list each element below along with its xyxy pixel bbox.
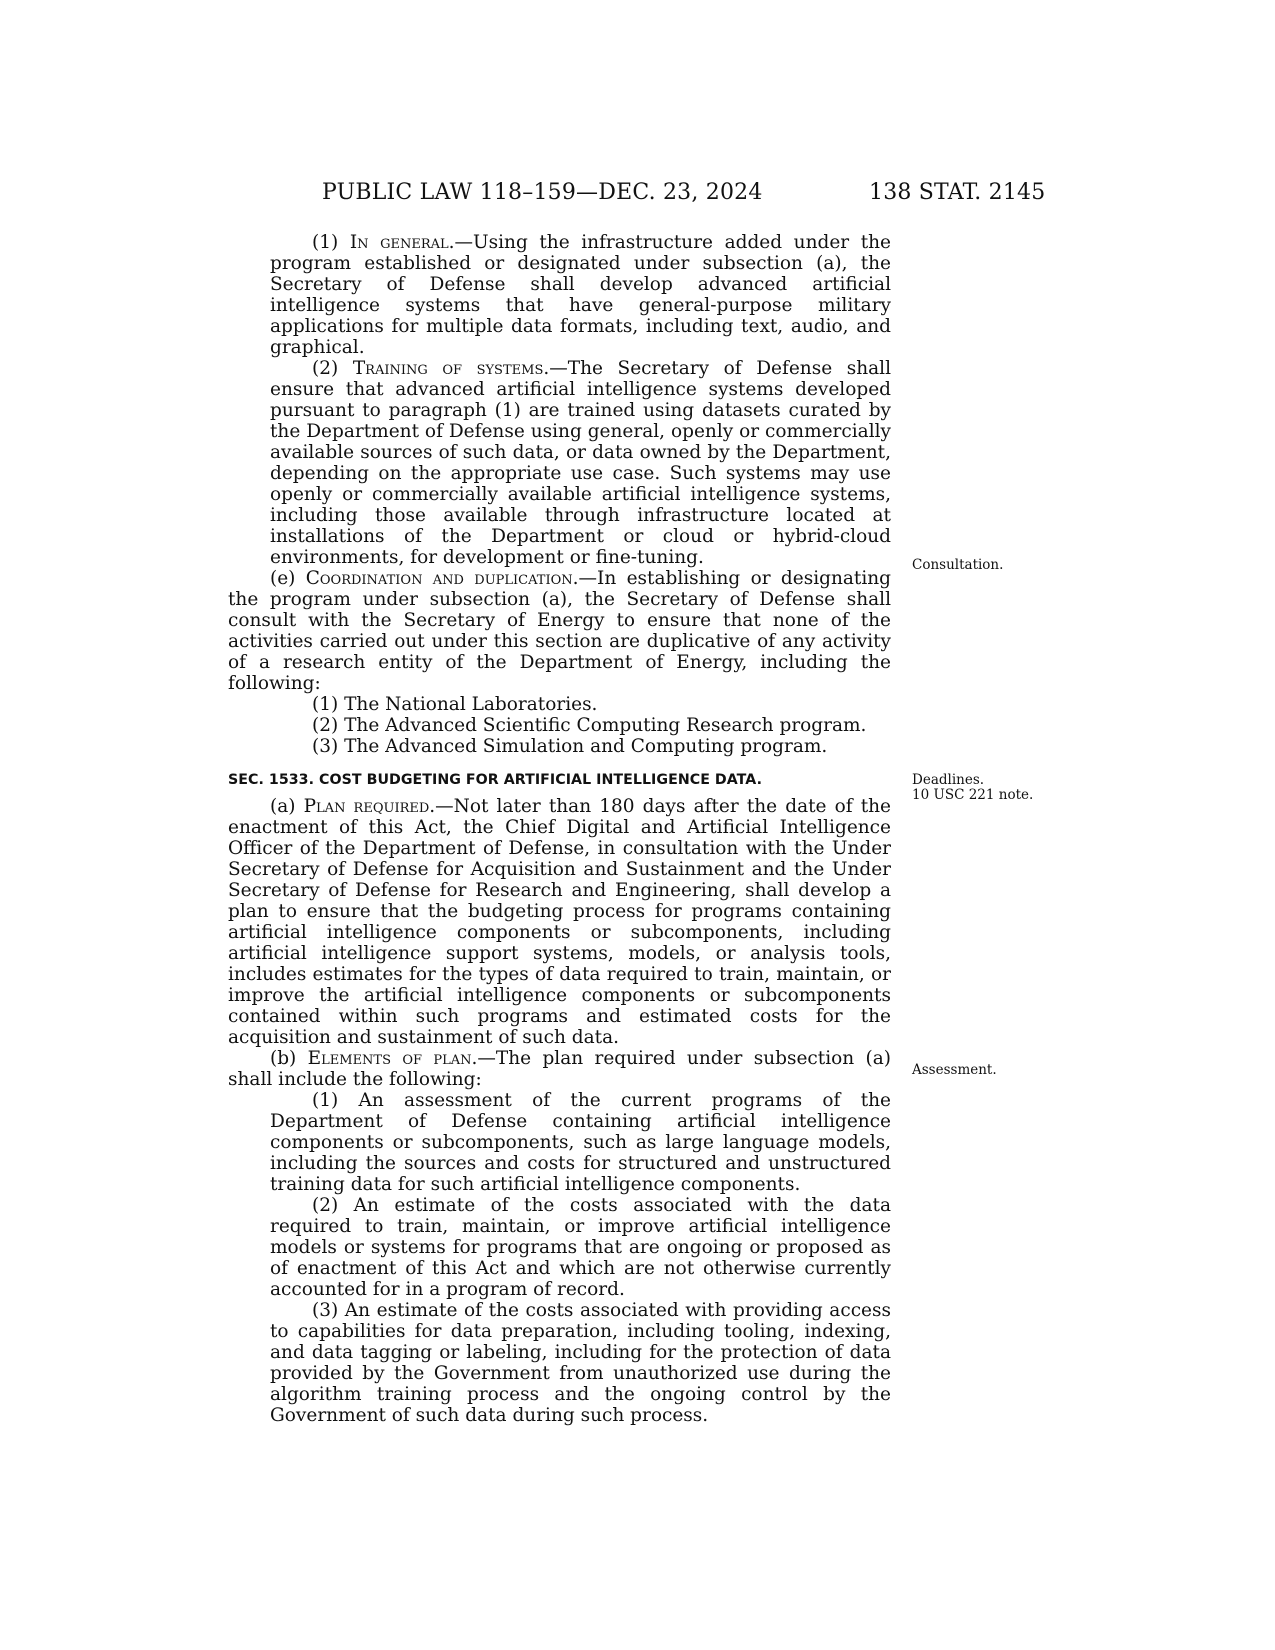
paragraph-b2: (2) An estimate of the costs associated with the data required to train, maintain, or improve artificial intelligence models or systems for programs that are ongoing or proposed as of enactment of this Act and which are not otherwise currently accounted for in a program of record. — [270, 1195, 891, 1300]
paragraph-b3: (3) An estimate of the costs associated with providing access to capabilities for data preparation, including tooling, indexing, and data tagging or labeling, including for the protection of data provided by the Government from unauthorized use during the algorithm training process and the ongoing control by the Government of such data during such process. — [270, 1300, 891, 1426]
paragraph-d1: (1) In general.—Using the infrastructure added under the program established or designated under subsection (a), the Secretary of Defense shall develop advanced artificial intelligence systems that have general-purpose military applications for multiple data formats, including text, audio, and graphical. — [270, 232, 892, 358]
section-heading: SEC. 1533. COST BUDGETING FOR ARTIFICIAL INTELLIGENCE DATA. — [228, 772, 763, 788]
statute-body — [228, 232, 891, 1426]
list-item: (3) The Advanced Simulation and Computing program. — [312, 736, 828, 757]
subsection-heading: Coordination and duplication — [305, 568, 573, 589]
paragraph-heading: Training of systems — [352, 358, 544, 379]
subsection-b: (b) Elements of plan.—The plan required under subsection (a) shall include the following: — [228, 1048, 891, 1090]
sidenote-assessment: Assessment. — [912, 1062, 997, 1078]
paragraph-heading: In general — [349, 232, 449, 253]
paragraph-d2: (2) Training of systems.—The Secretary of Defense shall ensure that advanced artificial intelligence systems developed pursuant to paragraph (1) are trained using datasets curated by the Department of Defense using general, openly or commercially available sources of such data, or data owned by the Department, depending on the appropriate use case. Such systems may use openly or commercially available artificial intelligence systems, including those available through infrastructure located at installations of the Department or cloud or hybrid-cloud environments, for development or fine-tuning. — [270, 358, 892, 568]
list-item: (2) The Advanced Scientific Computing Research program. — [312, 715, 867, 736]
running-header-title: PUBLIC LAW 118–159—DEC. 23, 2024 — [322, 180, 763, 205]
list-item: (1) The National Laboratories. — [312, 694, 598, 715]
subsection-heading: Plan required — [303, 796, 430, 817]
paragraph-b1: (1) An assessment of the current programs of the Department of Defense containing artificial intelligence components or subcomponents, such as large language models, including the sources and costs for structured and unstructured training data for such artificial intelligence components. — [270, 1090, 891, 1195]
sidenote-deadlines: Deadlines. — [912, 772, 985, 788]
subsection-a: (a) Plan required.—Not later than 180 days after the date of the enactment of this Act, the Chief Digital and Artificial Intelligence Officer of the Department of Defense, in consultation with the Under Secretary of Defense for Acquisition and Sustainment and the Under Secretary of Defense for Research and Engineering, shall develop a plan to ensure that the budgeting process for programs containing artificial intelligence components or subcomponents, including artificial intelligence support systems, models, or analysis tools, includes estimates for the types of data required to train, maintain, or improve the artificial intelligence components or subcomponents contained within such programs and estimated costs for the acquisition and sustainment of such data. — [228, 796, 891, 1048]
subsection-heading: Elements of plan — [307, 1048, 472, 1069]
page-number: 138 STAT. 2145 — [869, 180, 1046, 205]
sidenote-usc: 10 USC 221 note. — [912, 787, 1034, 803]
subsection-e: (e) Coordination and duplication.—In establishing or designating the program under subsection (a), the Secretary of Defense shall consult with the Secretary of Energy to ensure that none of the activities carried out under this section are duplicative of any activity of a research entity of the Department of Energy, including the following: — [228, 568, 892, 694]
sidenote-consultation: Consultation. — [912, 557, 1004, 573]
